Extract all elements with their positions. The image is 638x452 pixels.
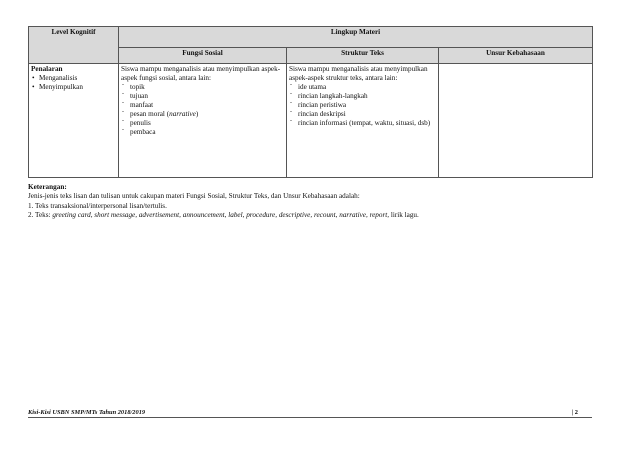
- list-item: - pembaca: [121, 128, 284, 137]
- lingkup-materi-header: Lingkup Materi: [119, 27, 593, 48]
- struktur-intro: Siswa mampu menganalisis atau menyimpulkan aspek-aspek struktur teks, antara lain:: [289, 65, 428, 82]
- level-cell: [29, 64, 119, 178]
- list-item: - penulis: [121, 119, 284, 128]
- list-item: • Menyimpulkan: [31, 83, 116, 92]
- unsur-kebahasaan-cell: [439, 64, 593, 178]
- list-item: - rincian langkah-langkah: [289, 92, 436, 101]
- list-item: [121, 110, 284, 119]
- struktur-teks-cell: [287, 64, 439, 178]
- fungsi-list: [121, 83, 284, 137]
- level-list: [31, 74, 116, 92]
- teks-types-italic: greeting card, short message, advertisement, announcement, label, procedure, descriptive, recount, narrative, report,: [52, 210, 390, 219]
- unsur-kebahasaan-header: Unsur Kebahasaan: [439, 47, 593, 63]
- level-kognitif-header: Level Kognitif: [29, 27, 119, 64]
- list-item: - rincian peristiwa: [289, 101, 436, 110]
- kisi-kisi-table: [28, 26, 593, 178]
- struktur-teks-header: Struktur Teks: [287, 47, 439, 63]
- close-paren: ): [195, 110, 199, 118]
- penalaran-label: Penalaran: [31, 65, 63, 73]
- fungsi-sosial-header: Fungsi Sosial: [119, 47, 287, 63]
- pesan-moral-text: pesan moral (: [130, 110, 170, 118]
- keterangan-heading: Keterangan:: [28, 183, 67, 191]
- keterangan-line: [28, 211, 608, 220]
- fungsi-intro: Siswa mampu menganalisis atau menyimpulkan aspek-aspek fungsi sosial, antara lain:: [121, 65, 281, 82]
- list-item: - rincian informasi (tempat, waktu, situasi, dsb): [289, 119, 436, 128]
- struktur-list: [289, 83, 436, 128]
- teks-suffix: lirik lagu.: [389, 210, 419, 219]
- fungsi-sosial-cell: [119, 64, 287, 178]
- list-item: - topik: [121, 83, 284, 92]
- list-item: - rincian deskripsi: [289, 110, 436, 119]
- narrative-italic: narrative: [169, 110, 196, 118]
- list-item: - ide utama: [289, 83, 436, 92]
- page-footer: [28, 409, 592, 416]
- teks-prefix: 2. Teks:: [28, 210, 53, 219]
- keterangan-line: 1. Teks transaksional/interpersonal lisan/tertulis.: [28, 201, 167, 210]
- list-item: • Menganalisis: [31, 74, 116, 83]
- list-item: - manfaat: [121, 101, 284, 110]
- footer-divider: [28, 417, 592, 418]
- keterangan-section: [28, 183, 608, 220]
- footer-title: Kisi-Kisi USBN SMP/MTs Tahun 2018/2019: [28, 409, 146, 416]
- keterangan-line: Jenis-jenis teks lisan dan tulisan untuk cakupan materi Fungsi Sosial, Struktur Teks, dan Unsur Kebahasaan adalah:: [28, 192, 360, 201]
- page-number: | 2: [571, 409, 578, 416]
- list-item: - tujuan: [121, 92, 284, 101]
